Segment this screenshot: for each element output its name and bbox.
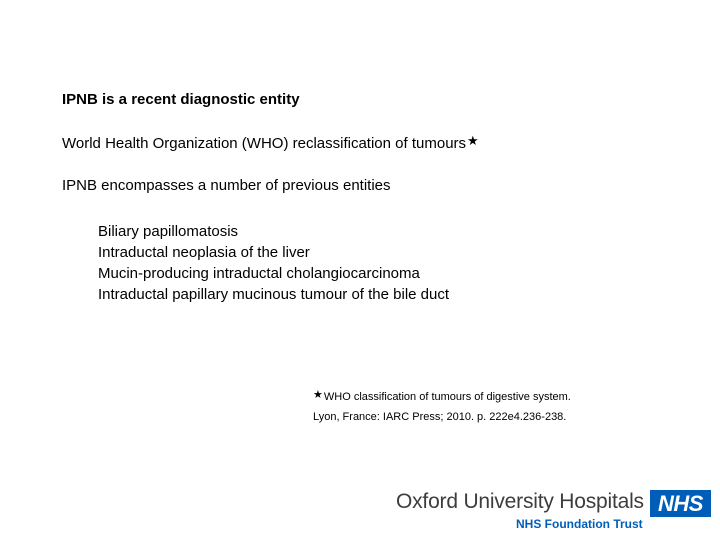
list-item: Intraductal papillary mucinous tumour of the bile duct [98, 286, 450, 303]
who-reclassification-line [62, 133, 479, 152]
logo-name: Oxford University Hospitals [396, 490, 644, 513]
encompass-line: IPNB encompasses a number of previous entities [62, 177, 391, 194]
list-item: Intraductal neoplasia of the liver [98, 244, 310, 261]
footnote [313, 385, 571, 427]
footnote-star-icon: ★ [313, 389, 323, 401]
list-item: Mucin-producing intraductal cholangiocarcinoma [98, 265, 420, 282]
footnote-line-1-text: WHO classification of tumours of digestive system. [323, 391, 571, 403]
list-item: Biliary papillomatosis [98, 223, 239, 240]
logo-subtitle: NHS Foundation Trust [516, 517, 643, 531]
footnote-line-1 [313, 385, 571, 407]
footnote-line-2: Lyon, France: IARC Press; 2010. p. 222e4.236-238. [313, 411, 567, 423]
slide-heading: IPNB is a recent diagnostic entity [62, 91, 300, 108]
star-icon: ★ [467, 133, 479, 148]
nhs-logo: NHS [650, 490, 711, 517]
who-line-text: World Health Organization (WHO) reclassification of tumours [62, 135, 467, 152]
entity-list [98, 221, 449, 305]
